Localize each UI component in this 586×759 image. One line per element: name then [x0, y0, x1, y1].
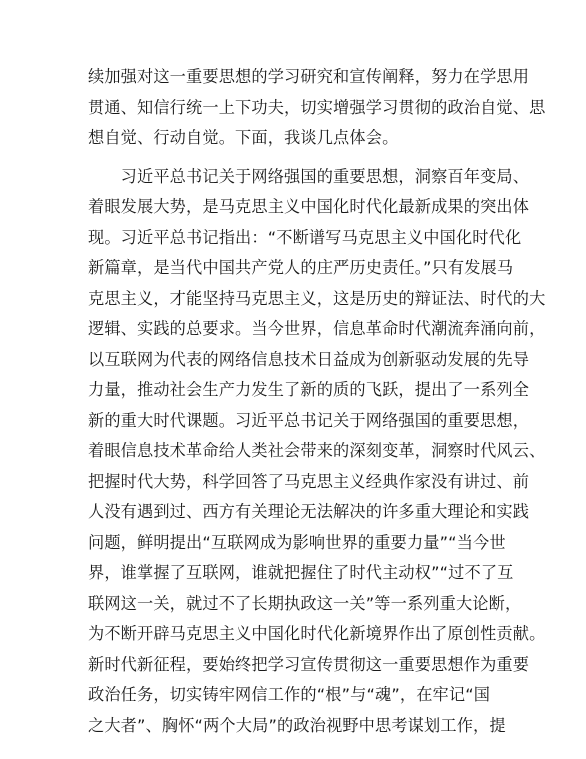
text-line: 新的重大时代课题。习近平总书记关于网络强国的重要思想，	[88, 410, 530, 430]
paragraph-2	[88, 162, 546, 742]
text-line: 新时代新征程，要始终把学习宣传贯彻这一重要思想作为重要	[88, 654, 530, 674]
document-body	[88, 62, 546, 741]
paragraph-1	[88, 62, 546, 154]
text-line: 新篇章，是当代中国共产党人的庄严历史责任。”只有发展马	[88, 258, 514, 277]
text-line: 把握时代大势，科学回答了马克思主义经典作家没有讲过、前	[88, 471, 530, 491]
text-line: 为不断开辟马克思主义中国化时代化新境界作出了原创性贡献。	[88, 624, 546, 643]
text-line: 贯通、知信行统一上下功夫，切实增强学习贯彻的政治自觉、思	[88, 97, 546, 117]
text-line: 界，谁掌握了互联网，谁就把握住了时代主动权”“过不了互	[88, 563, 514, 582]
text-line: 续加强对这一重要思想的学习研究和宣传阐释，努力在学思用	[88, 67, 530, 86]
text-line: 之大者”、胸怀“两个大局”的政治视野中思考谋划工作，提	[88, 715, 506, 735]
text-line: 逻辑、实践的总要求。当今世界，信息革命时代潮流奔涌向前，	[88, 319, 546, 338]
text-line: 政治任务，切实铸牢网信工作的“根”与“魂”，在牢记“国	[88, 685, 491, 704]
text-line: 现。习近平总书记指出：“不断谱写马克思主义中国化时代化	[88, 227, 522, 247]
text-line: 以互联网为代表的网络信息技术日益成为创新驱动发展的先导	[88, 349, 530, 369]
text-line: 问题，鲜明提出“互联网成为影响世界的重要力量”“当今世	[88, 532, 506, 552]
text-line: 人没有遇到过、西方有关理论无法解决的许多重大理论和实践	[88, 502, 530, 521]
text-line: 力量，推动社会生产力发生了新的质的飞跃，提出了一系列全	[88, 380, 530, 399]
paragraph-gap	[88, 154, 518, 162]
text-line: 习近平总书记关于网络强国的重要思想，洞察百年变局、	[88, 166, 530, 186]
text-line: 克思主义，才能坚持马克思主义，这是历史的辩证法、时代的大	[88, 288, 546, 308]
text-line: 想自觉、行动自觉。下面，我谈几点体会。	[88, 128, 399, 147]
text-line: 着眼信息技术革命给人类社会带来的深刻变革，洞察时代风云、	[88, 441, 546, 460]
text-line: 联网这一关，就过不了长期执政这一关”等一系列重大论断，	[88, 593, 522, 613]
text-line: 着眼发展大势，是马克思主义中国化时代化最新成果的突出体	[88, 197, 530, 216]
